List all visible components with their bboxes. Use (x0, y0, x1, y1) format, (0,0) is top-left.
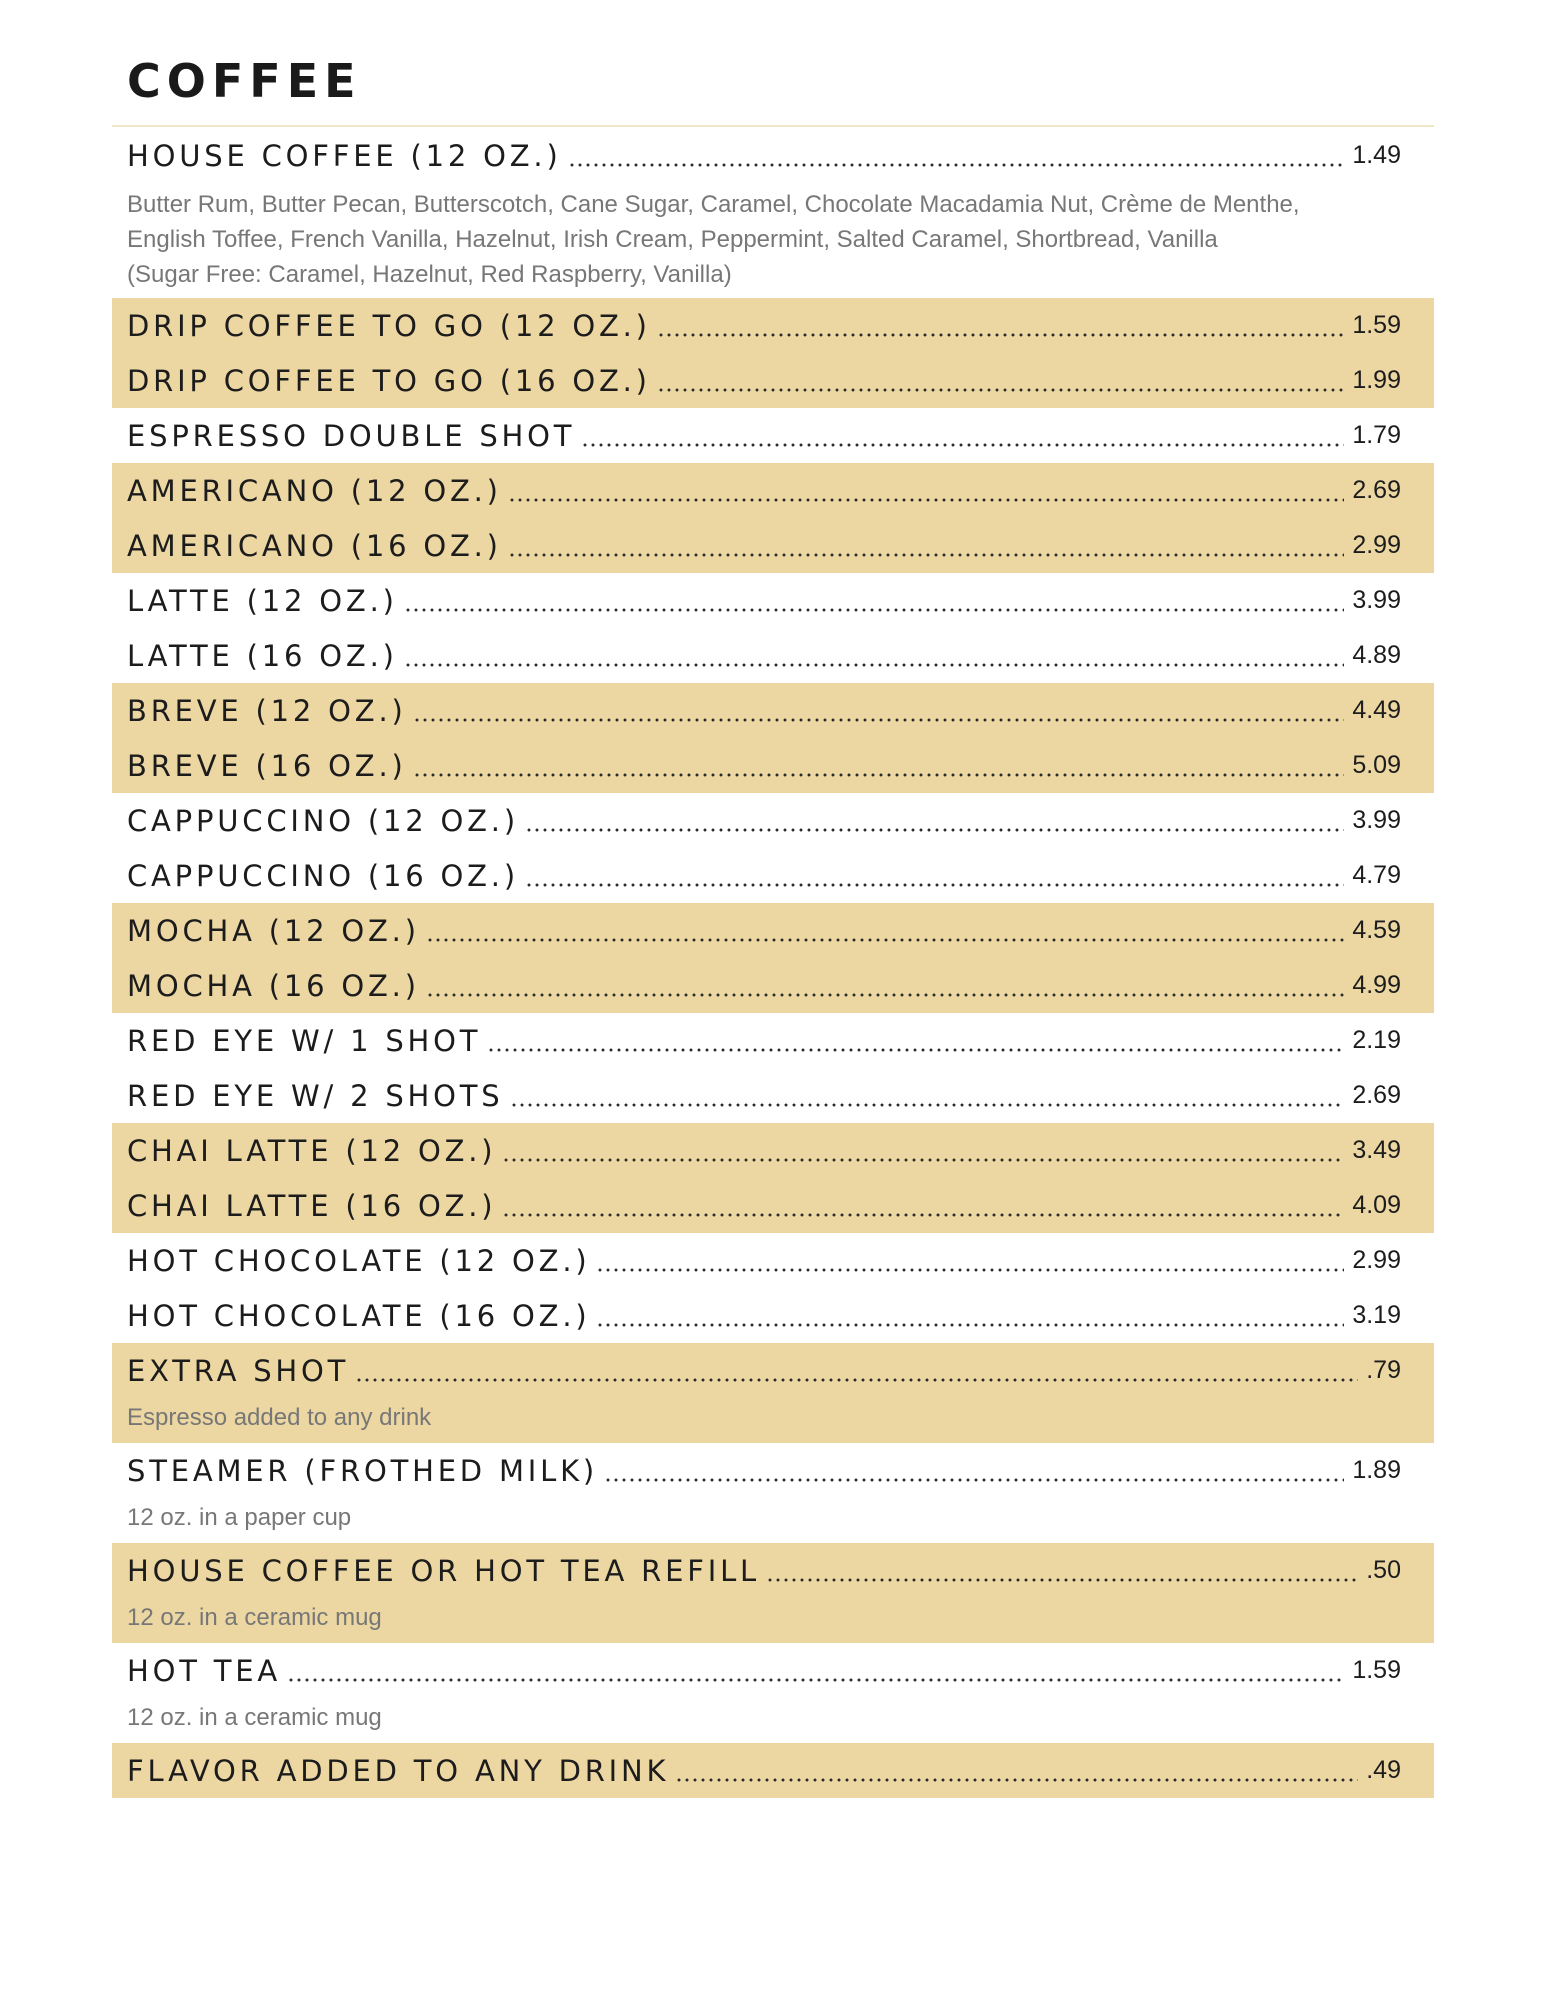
menu-item (127, 298, 1401, 353)
item-name: CHAI LATTE (16 OZ.) (127, 1188, 497, 1223)
dot-leader (404, 594, 1345, 614)
menu-item (127, 1178, 1401, 1233)
dot-leader (413, 759, 1345, 779)
menu-group (112, 1443, 1434, 1543)
item-note: 12 oz. in a paper cup (127, 1504, 352, 1531)
flavor-line: (Sugar Free: Caramel, Hazelnut, Red Raspberry, Vanilla) (127, 261, 732, 288)
menu-item (127, 1543, 1401, 1598)
menu-item (127, 1123, 1401, 1178)
dot-leader (404, 649, 1345, 669)
menu-group (112, 1123, 1434, 1233)
menu-group (112, 683, 1434, 793)
item-name: HOUSE COFFEE (12 OZ.) (127, 138, 562, 173)
menu-group (112, 1643, 1434, 1743)
dot-leader (525, 869, 1344, 889)
menu-group (112, 1743, 1434, 1798)
menu-item (127, 1443, 1401, 1498)
item-name: LATTE (16 OZ.) (127, 638, 398, 673)
dot-leader (675, 1764, 1358, 1784)
dot-leader (596, 1309, 1344, 1329)
item-name: HOT TEA (127, 1653, 282, 1688)
menu-item (127, 573, 1401, 628)
page-title: COFFEE (127, 54, 362, 108)
item-name: BREVE (12 OZ.) (127, 693, 407, 728)
menu-group (112, 573, 1434, 683)
item-name: BREVE (16 OZ.) (127, 748, 407, 783)
item-price: .79 (1366, 1356, 1401, 1384)
menu-group (112, 903, 1434, 1013)
item-price: .49 (1366, 1756, 1401, 1784)
item-price: 4.09 (1352, 1191, 1401, 1219)
item-note: 12 oz. in a ceramic mug (127, 1604, 382, 1631)
item-price: 3.99 (1352, 806, 1401, 834)
dot-leader (581, 429, 1344, 449)
item-name: HOUSE COFFEE OR HOT TEA REFILL (127, 1553, 760, 1588)
item-name: FLAVOR ADDED TO ANY DRINK (127, 1753, 670, 1788)
item-price: 2.99 (1352, 531, 1401, 559)
dot-leader (508, 484, 1345, 504)
menu-item (127, 683, 1401, 738)
menu-item (127, 1288, 1401, 1343)
item-price: 1.89 (1352, 1456, 1401, 1484)
item-price: 1.79 (1352, 421, 1401, 449)
item-note: 12 oz. in a ceramic mug (127, 1704, 382, 1731)
flavor-line: English Toffee, French Vanilla, Hazelnut, Irish Cream, Peppermint, Salted Caramel, Shortbread, Vanilla (127, 226, 1218, 253)
menu-item (127, 1643, 1401, 1698)
item-name: RED EYE W/ 2 SHOTS (127, 1078, 504, 1113)
item-name: HOT CHOCOLATE (12 OZ.) (127, 1243, 591, 1278)
menu-group (112, 1543, 1434, 1643)
menu-item (127, 353, 1401, 408)
menu-group (112, 1343, 1434, 1443)
menu-group (112, 463, 1434, 573)
item-price: 4.79 (1352, 861, 1401, 889)
menu-group (112, 408, 1434, 463)
item-price: 2.99 (1352, 1246, 1401, 1274)
menu-item (127, 738, 1401, 793)
item-name: CHAI LATTE (12 OZ.) (127, 1133, 497, 1168)
dot-leader (657, 319, 1345, 339)
item-name: STEAMER (FROTHED MILK) (127, 1453, 599, 1488)
dot-leader (413, 704, 1345, 724)
menu-item (127, 408, 1401, 463)
item-price: 3.99 (1352, 586, 1401, 614)
item-name: EXTRA SHOT (127, 1353, 350, 1388)
menu-item (127, 958, 1401, 1013)
item-name: MOCHA (12 OZ.) (127, 913, 420, 948)
menu-item (127, 128, 1401, 183)
menu-item (127, 793, 1401, 848)
menu-item (127, 1343, 1401, 1398)
menu-item (127, 903, 1401, 958)
menu-item (127, 518, 1401, 573)
menu-item (127, 463, 1401, 518)
item-price: .50 (1366, 1556, 1401, 1584)
menu-item (127, 628, 1401, 683)
item-name: CAPPUCCINO (12 OZ.) (127, 803, 519, 838)
menu-group (112, 1013, 1434, 1123)
item-name: LATTE (12 OZ.) (127, 583, 398, 618)
dot-leader (508, 539, 1345, 559)
dot-leader (426, 924, 1345, 944)
item-price: 4.99 (1352, 971, 1401, 999)
menu-group (112, 793, 1434, 903)
item-price: 4.49 (1352, 696, 1401, 724)
flavor-list (127, 183, 1401, 298)
item-price: 2.69 (1352, 476, 1401, 504)
dot-leader (355, 1364, 1358, 1384)
dot-leader (487, 1034, 1344, 1054)
item-price: 4.89 (1352, 641, 1401, 669)
item-price: 4.59 (1352, 916, 1401, 944)
dot-leader (426, 979, 1345, 999)
item-name: DRIP COFFEE TO GO (16 OZ.) (127, 363, 651, 398)
item-name: AMERICANO (16 OZ.) (127, 528, 502, 563)
menu-item (127, 1743, 1401, 1798)
dot-leader (766, 1564, 1358, 1584)
item-name: AMERICANO (12 OZ.) (127, 473, 502, 508)
menu-item (127, 848, 1401, 903)
item-name: DRIP COFFEE TO GO (12 OZ.) (127, 308, 651, 343)
item-price: 3.19 (1352, 1301, 1401, 1329)
item-price: 3.49 (1352, 1136, 1401, 1164)
menu-item (127, 1233, 1401, 1288)
item-price: 5.09 (1352, 751, 1401, 779)
item-price: 1.99 (1352, 366, 1401, 394)
item-price: 2.19 (1352, 1026, 1401, 1054)
item-price: 2.69 (1352, 1081, 1401, 1109)
item-price: 1.59 (1352, 1656, 1401, 1684)
item-name: RED EYE W/ 1 SHOT (127, 1023, 482, 1058)
dot-leader (568, 149, 1345, 169)
dot-leader (525, 814, 1344, 834)
menu-group (112, 1233, 1434, 1343)
item-name: MOCHA (16 OZ.) (127, 968, 420, 1003)
dot-leader (287, 1664, 1344, 1684)
title-divider (112, 125, 1434, 127)
menu-item (127, 1013, 1401, 1068)
dot-leader (604, 1464, 1344, 1484)
dot-leader (510, 1089, 1345, 1109)
dot-leader (502, 1199, 1344, 1219)
item-price: 1.49 (1352, 141, 1401, 169)
item-name: ESPRESSO DOUBLE SHOT (127, 418, 576, 453)
dot-leader (657, 374, 1345, 394)
item-name: HOT CHOCOLATE (16 OZ.) (127, 1298, 591, 1333)
menu-item (127, 1068, 1401, 1123)
menu-group (112, 298, 1434, 408)
flavor-line: Butter Rum, Butter Pecan, Butterscotch, Cane Sugar, Caramel, Chocolate Macadamia Nut, Crème de Menthe, (127, 191, 1300, 218)
coffee-menu (112, 128, 1434, 1798)
dot-leader (596, 1254, 1344, 1274)
item-name: CAPPUCCINO (16 OZ.) (127, 858, 519, 893)
menu-group-house-coffee (112, 128, 1434, 298)
item-price: 1.59 (1352, 311, 1401, 339)
item-note: Espresso added to any drink (127, 1404, 432, 1431)
dot-leader (502, 1144, 1344, 1164)
